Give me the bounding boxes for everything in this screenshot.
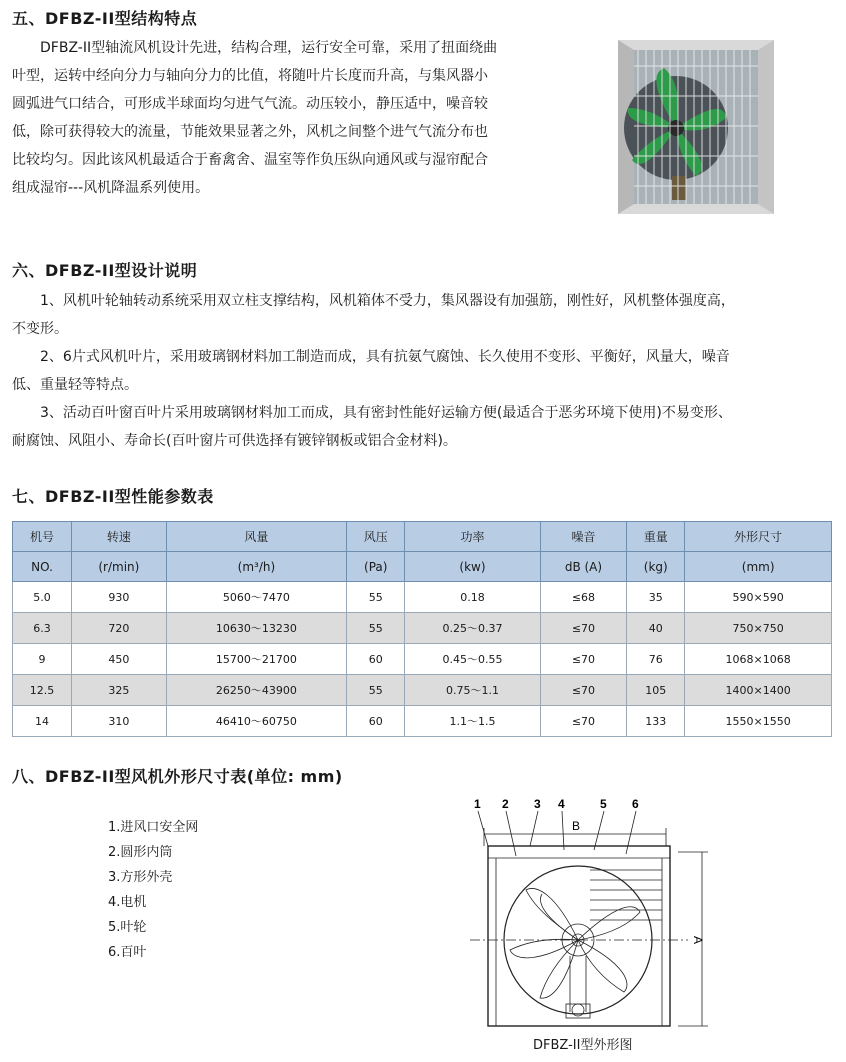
cell: ≤68 <box>540 582 627 613</box>
cell: 76 <box>627 644 685 675</box>
cell: 450 <box>72 644 167 675</box>
callout-5: 5 <box>600 797 607 811</box>
cell: 0.45～0.55 <box>405 644 540 675</box>
table-header-row-1 <box>13 522 832 552</box>
drawing-caption: DFBZ-II型外形图 <box>533 1038 633 1053</box>
cell: 133 <box>627 706 685 737</box>
legend-item: 4.电机 <box>108 895 147 910</box>
table-row <box>13 582 832 613</box>
design-item-1: 1、风机叶轮轴转动系统采用双立柱支撑结构，风机箱体不受力，集风器设有加强筋，刚性好，风机整体强度高， <box>40 293 735 309</box>
cell: 325 <box>72 675 167 706</box>
col-header: 功率 <box>405 522 540 552</box>
cell: ≤70 <box>540 675 627 706</box>
cell: 15700～21700 <box>166 644 347 675</box>
col-header: 风量 <box>166 522 347 552</box>
table-row <box>13 675 832 706</box>
design-item-3-cont: 耐腐蚀、风阻小、寿命长(百叶窗片可供选择有镀锌钢板或铝合金材料)。 <box>12 433 457 449</box>
legend-item: 3.方形外壳 <box>108 870 173 885</box>
para-line: 圆弧进气口结合，可形成半球面均匀进气气流。动压较小，静压适中，噪音较 <box>12 96 488 112</box>
cell: 0.75～1.1 <box>405 675 540 706</box>
col-unit: (kg) <box>627 552 685 582</box>
legend-item: 1.进风口安全网 <box>108 820 199 835</box>
cell: 9 <box>13 644 72 675</box>
cell: 6.3 <box>13 613 72 644</box>
performance-table <box>12 521 832 737</box>
table-row <box>13 644 832 675</box>
cell: 14 <box>13 706 72 737</box>
cell: 0.18 <box>405 582 540 613</box>
legend-item: 5.叶轮 <box>108 920 147 935</box>
cell: 55 <box>347 675 405 706</box>
col-unit: dB (A) <box>540 552 627 582</box>
cell: ≤70 <box>540 613 627 644</box>
col-header: 重量 <box>627 522 685 552</box>
cell: 5.0 <box>13 582 72 613</box>
cell: 5060～7470 <box>166 582 347 613</box>
cell: 310 <box>72 706 167 737</box>
section-title-dimensions: 八、DFBZ-II型风机外形尺寸表(单位: mm) <box>12 767 343 786</box>
cell: ≤70 <box>540 706 627 737</box>
section-title-structure: 五、DFBZ-II型结构特点 <box>12 9 198 28</box>
section-title-performance: 七、DFBZ-II型性能参数表 <box>12 487 214 506</box>
cell: 35 <box>627 582 685 613</box>
cell: 105 <box>627 675 685 706</box>
legend-item: 2.圆形内筒 <box>108 845 173 860</box>
cell: 1400×1400 <box>685 675 832 706</box>
design-item-2-cont: 低、重量轻等特点。 <box>12 377 138 393</box>
col-unit: (r/min) <box>72 552 167 582</box>
cell: ≤70 <box>540 644 627 675</box>
cell: 26250～43900 <box>166 675 347 706</box>
table-row <box>13 706 832 737</box>
callout-3: 3 <box>534 797 541 811</box>
col-unit: (m³/h) <box>166 552 347 582</box>
cell: 55 <box>347 582 405 613</box>
dimension-b-label: B <box>572 819 581 833</box>
cell: 720 <box>72 613 167 644</box>
para-line: 叶型，运转中经向分力与轴向分力的比值，将随叶片长度而升高，与集风器小 <box>12 68 488 84</box>
callout-4: 4 <box>558 797 565 811</box>
legend-item: 6.百叶 <box>108 945 147 960</box>
cell: 1550×1550 <box>685 706 832 737</box>
col-unit: (Pa) <box>347 552 405 582</box>
cell: 750×750 <box>685 613 832 644</box>
col-header: 噪音 <box>540 522 627 552</box>
col-unit: NO. <box>13 552 72 582</box>
cell: 46410～60750 <box>166 706 347 737</box>
cell: 12.5 <box>13 675 72 706</box>
cell: 1068×1068 <box>685 644 832 675</box>
cell: 930 <box>72 582 167 613</box>
col-header: 转速 <box>72 522 167 552</box>
callout-6: 6 <box>632 797 639 811</box>
fan-outline-drawing <box>466 794 726 1032</box>
table-header-row-2 <box>13 552 832 582</box>
cell: 590×590 <box>685 582 832 613</box>
structure-paragraph <box>12 34 572 202</box>
col-header: 风压 <box>347 522 405 552</box>
parts-legend <box>108 815 198 965</box>
table-row <box>13 613 832 644</box>
para-line: 比较均匀。因此该风机最适合于畜禽舍、温室等作负压纵向通风或与湿帘配合 <box>12 152 488 168</box>
cell: 1.1～1.5 <box>405 706 540 737</box>
design-item-2: 2、6片式风机叶片，采用玻璃钢材料加工制造而成，具有抗氨气腐蚀、长久使用不变形、平衡好，风量大，噪音 <box>40 349 730 365</box>
callout-1: 1 <box>474 797 481 811</box>
col-header: 机号 <box>13 522 72 552</box>
dimension-a-label: A <box>691 936 705 945</box>
col-header: 外形尺寸 <box>685 522 832 552</box>
cell: 0.25～0.37 <box>405 613 540 644</box>
callout-2: 2 <box>502 797 509 811</box>
fan-photo <box>604 36 790 222</box>
design-paragraphs <box>12 287 837 455</box>
para-line: 低，除可获得较大的流量，节能效果显著之外，风机之间整个进气气流分布也 <box>12 124 488 140</box>
para-line: 组成湿帘---风机降温系列使用。 <box>12 180 210 196</box>
cell: 55 <box>347 613 405 644</box>
col-unit: (mm) <box>685 552 832 582</box>
para-line: DFBZ-II型轴流风机设计先进，结构合理，运行安全可靠，采用了扭面绕曲 <box>40 40 498 56</box>
cell: 60 <box>347 706 405 737</box>
cell: 10630～13230 <box>166 613 347 644</box>
cell: 40 <box>627 613 685 644</box>
col-unit: (kw) <box>405 552 540 582</box>
section-title-design: 六、DFBZ-II型设计说明 <box>12 261 198 280</box>
design-item-1-cont: 不变形。 <box>12 321 68 337</box>
design-item-3: 3、活动百叶窗百叶片采用玻璃钢材料加工而成，具有密封性能好运输方便(最适合于恶劣环境下使用)不易变形、 <box>40 405 732 421</box>
cell: 60 <box>347 644 405 675</box>
